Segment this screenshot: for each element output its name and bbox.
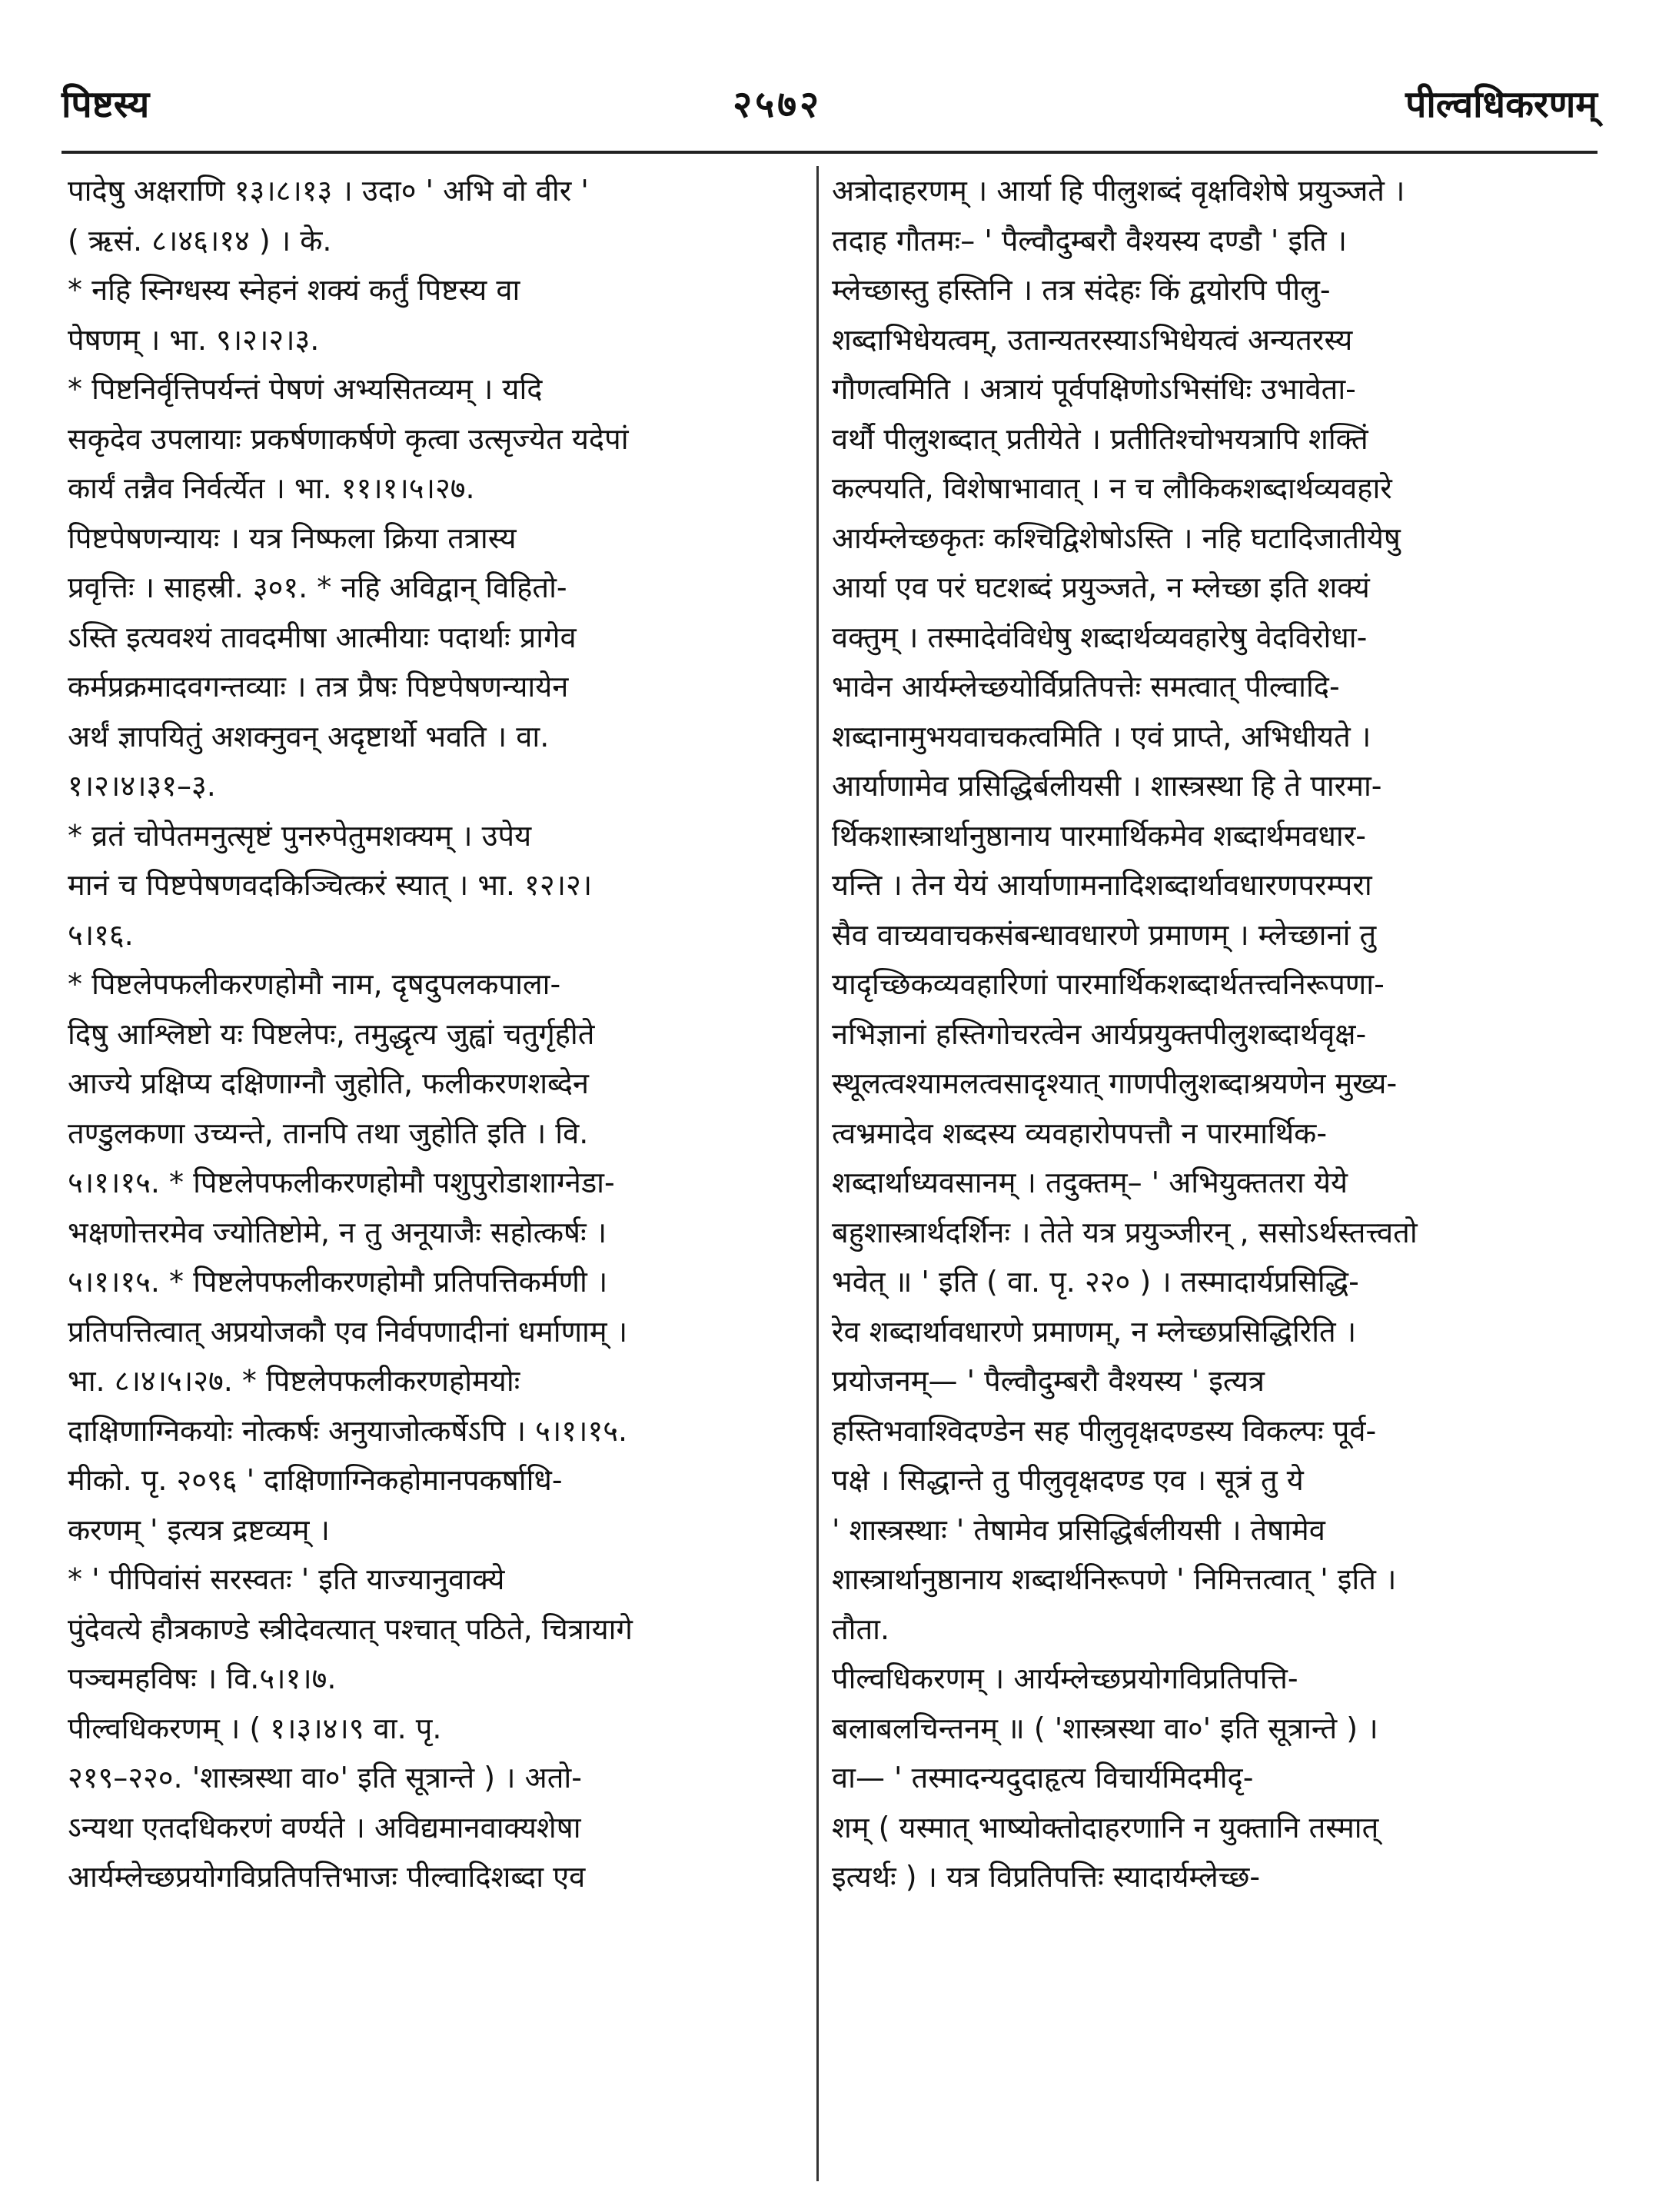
text-line: तण्डुलकणा उच्यन्ते, तानपि तथा जुहोति इति । वि.	[68, 1116, 589, 1150]
text-line: म्लेच्छास्तु हस्तिनि । तत्र संदेहः किं द्वयोरपि पीलु-	[832, 273, 1331, 307]
text-line: पील्वधिकरणम् । आर्यम्लेच्छप्रयोगविप्रतिपत्ति-	[832, 1661, 1298, 1695]
text-line: वा— ' तस्मादन्यदुदाहृत्य विचार्यमिदमीदृ-	[832, 1761, 1254, 1795]
text-line: पादेषु अक्षराणि १३।८।१३ । उदा० ' अभि वो वीर '	[68, 174, 589, 208]
text-line: नभिज्ञानां हस्तिगोचरत्वेन आर्यप्रयुक्तपीलुशब्दार्थवृक्ष-	[832, 1016, 1367, 1051]
text-line: दिषु आश्लिष्टो यः पिष्टलेपः, तमुद्धृत्य जुह्वां चतुर्गृहीते	[68, 1016, 595, 1051]
text-line: बहुशास्त्रार्थदर्शिनः । तेते यत्र प्रयुञ्जीरन् , ससोऽर्थस्तत्त्वतो	[832, 1215, 1418, 1249]
text-line: ऽस्ति इत्यवश्यं तावदमीषा आत्मीयाः पदार्थाः प्रागेव	[68, 620, 577, 654]
text-line: * व्रतं चोपेतमनुत्सृष्टं पुनरुपेतुमशक्यम् । उपेय	[68, 818, 532, 853]
text-line: २१९–२२०. 'शास्त्रस्था वा०' इति सूत्रान्ते ) । अतो-	[68, 1761, 582, 1795]
text-line: १।२।४।३१–३.	[68, 769, 216, 803]
text-line: रेव शब्दार्थावधारणे प्रमाणम्, न म्लेच्छप्रसिद्धिरिति ।	[832, 1314, 1357, 1349]
text-line: त्वभ्रमादेव शब्दस्य व्यवहारोपपत्तौ न पारमार्थिक-	[832, 1116, 1328, 1150]
text-line: शब्दार्थाध्यवसानम् । तदुक्तम्– ' अभियुक्ततरा येये	[832, 1166, 1348, 1199]
text-line: दाक्षिणाग्निकयोः नोत्कर्षः अनुयाजोत्कर्षेऽपि । ५।१।१५.	[68, 1413, 628, 1448]
text-line: वर्थौ पीलुशब्दात् प्रतीयेते । प्रतीतिश्चोभयत्रापि शक्तिं	[832, 421, 1368, 456]
text-line: ५।१।१५. * पिष्टलेपफलीकरणहोमौ पशुपुरोडाशाग्नेडा-	[68, 1166, 615, 1199]
text-line: पील्वधिकरणम् । ( १।३।४।९ वा. पृ.	[68, 1711, 442, 1745]
text-line: * ' पीपिवांसं सरस्वतः ' इति याज्यानुवाक्ये	[68, 1562, 505, 1596]
text-line: प्रवृत्तिः । साहस्री. ३०१. * नहि अविद्वान् विहितो-	[68, 570, 567, 604]
text-line: भक्षणोत्तरमेव ज्योतिष्टोमे, न तु अनूयाजैः सहोत्कर्षः ।	[68, 1215, 607, 1249]
text-line: भा. ८।४।५।२७. * पिष्टलेपफलीकरणहोमयोः	[68, 1364, 520, 1398]
text-line: ऽन्यथा एतदधिकरणं वर्ण्यते । अविद्यमानवाक्यशेषा	[68, 1810, 581, 1844]
text-line: ५।१।१५. * पिष्टलेपफलीकरणहोमौ प्रतिपत्तिकर्मणी ।	[68, 1265, 608, 1299]
text-line: * नहि स्निग्धस्य स्नेहनं शक्यं कर्तुं पिष्टस्य वा	[68, 273, 520, 307]
text-line: सकृदेव उपलायाः प्रकर्षणाकर्षणे कृत्वा उत्सृज्येत यदेपां	[68, 421, 629, 456]
text-line: इत्यर्थः ) । यत्र विप्रतिपत्तिः स्यादार्यम्लेच्छ-	[832, 1860, 1261, 1894]
text-line: हस्तिभवाश्विदण्डेन सह पीलुवृक्षदण्डस्य विकल्पः पूर्व-	[832, 1413, 1377, 1448]
text-line: ५।१६.	[68, 917, 134, 952]
text-line: पक्षे । सिद्धान्ते तु पीलुवृक्षदण्ड एव । सूत्रं तु ये	[832, 1463, 1304, 1497]
text-line: वक्तुम् । तस्मादेवंविधेषु शब्दार्थव्यवहारेषु वेदविरोधा-	[832, 620, 1368, 654]
header-rule	[62, 151, 1597, 154]
text-line: मीको. पृ. २०९६ ' दाक्षिणाग्निकहोमानपकर्षाधि-	[68, 1463, 563, 1497]
text-line: पुंदेवत्ये हौत्रकाण्डे स्त्रीदेवत्यात् पश्चात् पठिते, चित्रायागे	[68, 1612, 633, 1646]
text-line: सैव वाच्यवाचकसंबन्धावधारणे प्रमाणम् । म्लेच्छानां तु	[832, 917, 1377, 952]
text-line: शास्त्रार्थानुष्ठानाय शब्दार्थनिरूपणे ' निमित्तत्वात् ' इति ।	[832, 1562, 1397, 1596]
text-line: आर्या एव परं घटशब्दं प्रयुञ्जते, न म्लेच्छा इति शक्यं	[832, 570, 1370, 604]
text-line: यादृच्छिकव्यवहारिणां पारमार्थिकशब्दार्थतत्त्वनिरूपणा-	[832, 967, 1385, 1001]
page-number: २५७२	[733, 82, 823, 126]
text-line: कर्मप्रक्रमादवगन्तव्याः । तत्र प्रैषः पिष्टपेषणन्यायेन	[68, 670, 569, 704]
text-line: बलाबलचिन्तनम् ॥ ( 'शास्त्रस्था वा०' इति सूत्रान्ते ) ।	[832, 1711, 1378, 1745]
page-header	[62, 65, 1597, 141]
text-line: भावेन आर्यम्लेच्छयोर्विप्रतिपत्तेः समत्वात् पील्वादि-	[832, 670, 1340, 704]
text-line: अर्थं ज्ञापयितुं अशक्नुवन् अदृष्टार्थो भवति । वा.	[68, 719, 550, 753]
text-line: मानं च पिष्टपेषणवदकिञ्चित्करं स्यात् । भा. १२।२।	[68, 868, 593, 902]
running-head-right: पील्वधिकरणम्	[1405, 82, 1597, 126]
text-line: आर्यम्लेच्छप्रयोगविप्रतिपत्तिभाजः पील्वादिशब्दा एव	[68, 1860, 586, 1894]
text-line: शब्दाभिधेयत्वम्, उतान्यतरस्याऽभिधेयत्वं अन्यतरस्य	[832, 322, 1353, 357]
text-line: पेषणम् । भा. ९।२।२।३.	[68, 322, 320, 357]
text-line: प्रतिपत्तित्वात् अप्रयोजकौ एव निर्वपणादीनां धर्माणाम् ।	[68, 1314, 628, 1349]
text-line: पञ्चमहविषः । वि.५।१।७.	[68, 1661, 337, 1695]
text-line: पिष्टपेषणन्यायः । यत्र निष्फला क्रिया तत्रास्य	[68, 521, 517, 555]
text-line: र्थिकशास्त्रार्थानुष्ठानाय पारमार्थिकमेव शब्दार्थमवधार-	[832, 818, 1366, 853]
text-line: आज्ये प्रक्षिप्य दक्षिणाग्नौ जुहोति, फलीकरणशब्देन	[68, 1066, 589, 1100]
text-line: शब्दानामुभयवाचकत्वमिति । एवं प्राप्ते, अभिधीयते ।	[832, 719, 1371, 753]
text-line: अत्रोदाहरणम् । आर्या हि पीलुशब्दं वृक्षविशेषे प्रयुञ्जते ।	[832, 174, 1405, 208]
text-line: कार्यं तन्नैव निर्वर्त्येत । भा. ११।१।५।२७.	[68, 471, 475, 505]
text-line: तौता.	[832, 1612, 890, 1646]
text-line: स्थूलत्वश्यामलत्वसादृश्यात् गाणपीलुशब्दाश्रयणेन मुख्य-	[832, 1066, 1398, 1100]
left-column	[68, 166, 802, 2181]
text-line: कल्पयति, विशेषाभावात् । न च लौकिकशब्दार्थव्यवहारे	[832, 471, 1392, 505]
text-line: प्रयोजनम्— ' पैल्वौदुम्बरौ वैश्यस्य ' इत्यत्र	[832, 1364, 1265, 1398]
text-line: ' शास्त्रस्थाः ' तेषामेव प्रसिद्धिर्बलीयसी । तेषामेव	[832, 1512, 1325, 1547]
text-line: आर्याणामेव प्रसिद्धिर्बलीयसी । शास्त्रस्था हि ते पारमा-	[832, 769, 1382, 803]
right-column	[832, 166, 1589, 2181]
text-line: आर्यम्लेच्छकृतः कश्चिद्विशेषोऽस्ति । नहि घटादिजातीयेषु	[832, 521, 1401, 555]
text-line: यन्ति । तेन येयं आर्याणामनादिशब्दार्थावधारणपरम्परा	[832, 868, 1372, 902]
running-head-left: पिष्टस्य	[62, 82, 150, 126]
text-line: गौणत्वमिति । अत्रायं पूर्वपक्षिणोऽभिसंधिः उभावेता-	[832, 372, 1356, 406]
text-line: * पिष्टलेपफलीकरणहोमौ नाम, दृषदुपलकपाला-	[68, 967, 561, 1001]
text-line: * पिष्टनिर्वृत्तिपर्यन्तं पेषणं अभ्यसितव्यम् । यदि	[68, 372, 543, 406]
text-line: ( ऋसं. ८।४६।१४ ) । के.	[68, 223, 332, 258]
text-line: भवेत् ॥ ' इति ( वा. पृ. २२० ) । तस्मादार्यप्रसिद्धि-	[832, 1265, 1359, 1299]
text-line: करणम् ' इत्यत्र द्रष्टव्यम् ।	[68, 1512, 330, 1547]
text-line: शम् ( यस्मात् भाष्योक्तोदाहरणानि न युक्तानि तस्मात्	[832, 1810, 1379, 1844]
column-divider	[816, 166, 819, 2181]
text-line: तदाह गौतमः– ' पैल्वौदुम्बरौ वैश्यस्य दण्डौ ' इति ।	[832, 223, 1348, 258]
